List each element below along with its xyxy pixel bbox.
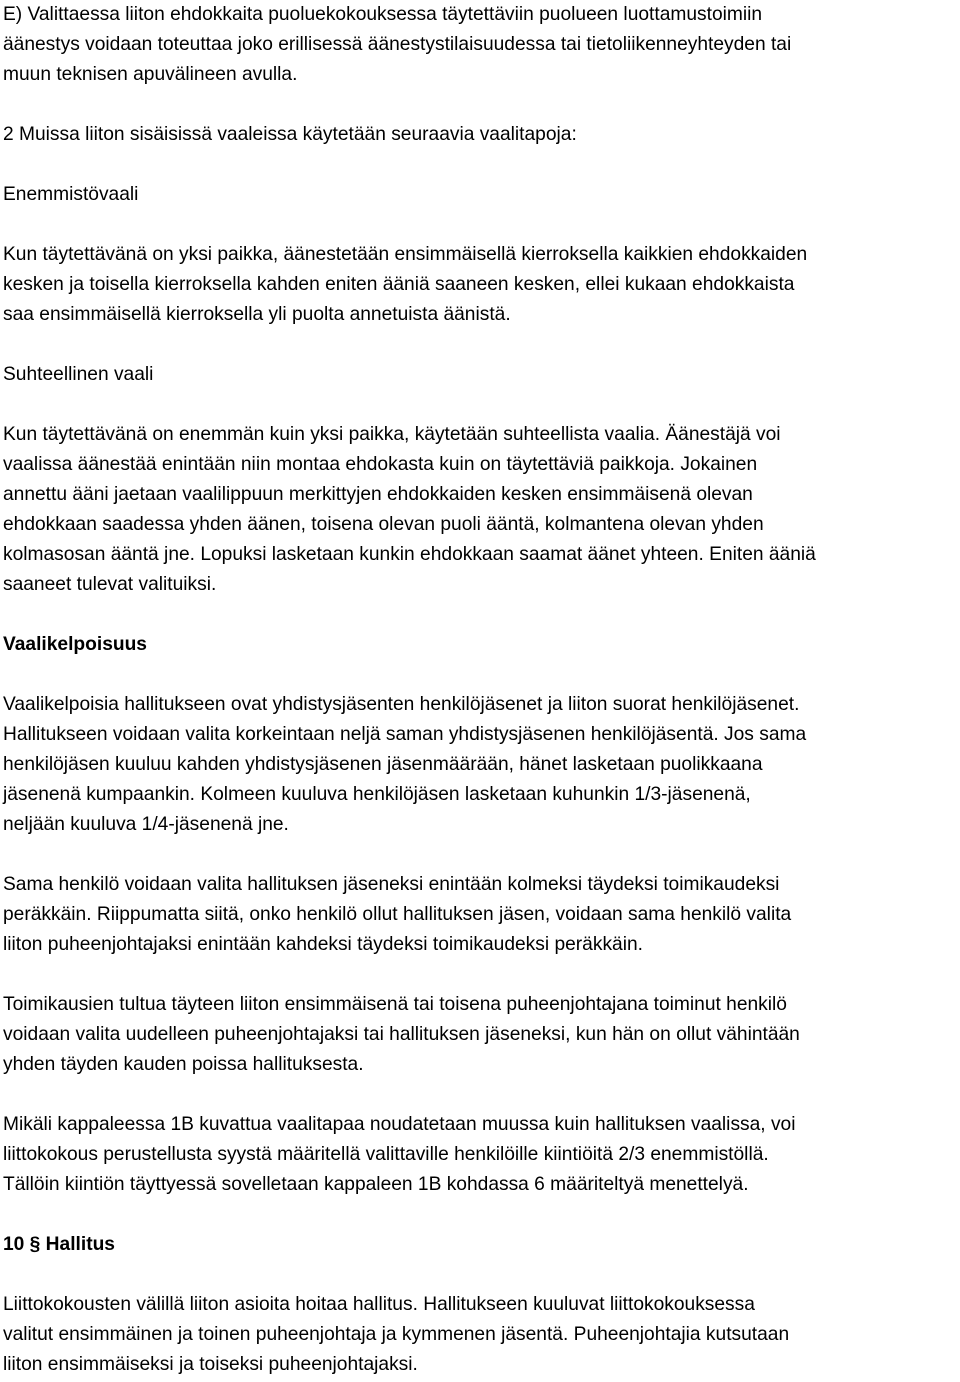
text-line: Mikäli kappaleessa 1B kuvattua vaalitapaa noudatetaan muussa kuin hallituksen vaalissa, voi (3, 1114, 796, 1135)
text-line: Hallitukseen voidaan valita korkeintaan neljä saman yhdistysjäsenen henkilöjäsentä. Jos sama (3, 724, 807, 745)
paragraph-majority-vote (3, 240, 958, 330)
text-line: liiton puheenjohtajaksi enintään kahdeksi täydeksi toimikaudeksi peräkkäin. (3, 934, 643, 955)
heading-text: Vaalikelpoisuus (3, 634, 147, 655)
text-line: Suhteellinen vaali (3, 364, 154, 385)
heading-eligibility (3, 630, 958, 660)
paragraph-eligibility-quotas (3, 1110, 958, 1200)
text-line: Sama henkilö voidaan valita hallituksen jäseneksi enintään kolmeksi täydeksi toimikaudeksi (3, 874, 780, 895)
text-line: annettu ääni jaetaan vaalilippuun merkittyjen ehdokkaiden kesken ensimmäisenä olevan (3, 484, 753, 505)
paragraph-board (3, 1290, 958, 1380)
text-line: liittokokous perustellusta syystä määritellä valittaville henkilöille kiintiöitä 2/3 enemmistöllä. (3, 1144, 769, 1165)
text-line: Toimikausien tultua täyteen liiton ensimmäisenä tai toisena puheenjohtajana toiminut henkilö (3, 994, 787, 1015)
paragraph-eligibility-members (3, 690, 958, 840)
text-line: voidaan valita uudelleen puheenjohtajaksi tai hallituksen jäseneksi, kun hän on ollut vähintään (3, 1024, 800, 1045)
text-line: saaneet tulevat valituiksi. (3, 574, 217, 595)
text-line: ehdokkaan saadessa yhden äänen, toisena olevan puoli ääntä, kolmantena olevan yhden (3, 514, 764, 535)
text-line: vaalissa äänestää enintään niin montaa ehdokasta kuin on täytettäviä paikkoja. Jokainen (3, 454, 758, 475)
paragraph-proportional-vote (3, 420, 958, 600)
subtitle-majority-vote (3, 180, 958, 210)
heading-board (3, 1230, 958, 1260)
text-line: liiton ensimmäiseksi ja toiseksi puheenjohtajaksi. (3, 1354, 418, 1375)
subtitle-proportional-vote (3, 360, 958, 390)
text-line: äänestys voidaan toteuttaa joko erillisessä äänestystilaisuudessa tai tietoliikenneyhteyden tai (3, 34, 792, 55)
paragraph-eligibility-reelection (3, 990, 958, 1080)
text-line: Kun täytettävänä on enemmän kuin yksi paikka, käytetään suhteellista vaalia. Äänestäjä voi (3, 424, 781, 445)
text-line: Tällöin kiintiön täyttyessä sovelletaan kappaleen 1B kohdassa 6 määriteltyä menettelyä. (3, 1174, 749, 1195)
text-line: kolmasosan ääntä jne. Lopuksi lasketaan kunkin ehdokkaan saamat äänet yhteen. Eniten ääniä (3, 544, 816, 565)
text-line: peräkkäin. Riippumatta siitä, onko henkilö ollut hallituksen jäsen, voidaan sama henkilö valita (3, 904, 792, 925)
document-page (3, 0, 958, 1380)
text-line: saa ensimmäisellä kierroksella yli puolta annetuista äänistä. (3, 304, 511, 325)
text-line: jäsenenä kumpaankin. Kolmeen kuuluva henkilöjäsen lasketaan kuhunkin 1/3-jäsenenä, (3, 784, 751, 805)
text-line: Liittokokousten välillä liiton asioita hoitaa hallitus. Hallitukseen kuuluvat liittokokouksessa (3, 1294, 755, 1315)
text-line: Kun täytettävänä on yksi paikka, äänestetään ensimmäisellä kierroksella kaikkien ehdokkaiden (3, 244, 808, 265)
paragraph-e-voting (3, 0, 958, 90)
paragraph-eligibility-terms (3, 870, 958, 960)
text-line: Vaalikelpoisia hallitukseen ovat yhdistysjäsenten henkilöjäsenet ja liiton suorat henkilöjäsenet. (3, 694, 800, 715)
text-line: Enemmistövaali (3, 184, 139, 205)
text-line: henkilöjäsen kuuluu kahden yhdistysjäsenen jäsenmäärään, hänet lasketaan puolikkaana (3, 754, 763, 775)
text-line: E) Valittaessa liiton ehdokkaita puoluekokouksessa täytettäviin puolueen luottamustoimiin (3, 4, 763, 25)
text-line: kesken ja toisella kierroksella kahden eniten ääniä saaneen kesken, ellei kukaan ehdokkaista (3, 274, 795, 295)
heading-text: 10 § Hallitus (3, 1234, 115, 1255)
paragraph-election-methods (3, 120, 958, 150)
text-line: yhden täyden kauden poissa hallituksesta. (3, 1054, 364, 1075)
text-line: valitut ensimmäinen ja toinen puheenjohtaja ja kymmenen jäsentä. Puheenjohtajia kutsutaan (3, 1324, 790, 1345)
text-line: muun teknisen apuvälineen avulla. (3, 64, 298, 85)
text-line: 2 Muissa liiton sisäisissä vaaleissa käytetään seuraavia vaalitapoja: (3, 124, 577, 145)
text-line: neljään kuuluva 1/4-jäsenenä jne. (3, 814, 289, 835)
